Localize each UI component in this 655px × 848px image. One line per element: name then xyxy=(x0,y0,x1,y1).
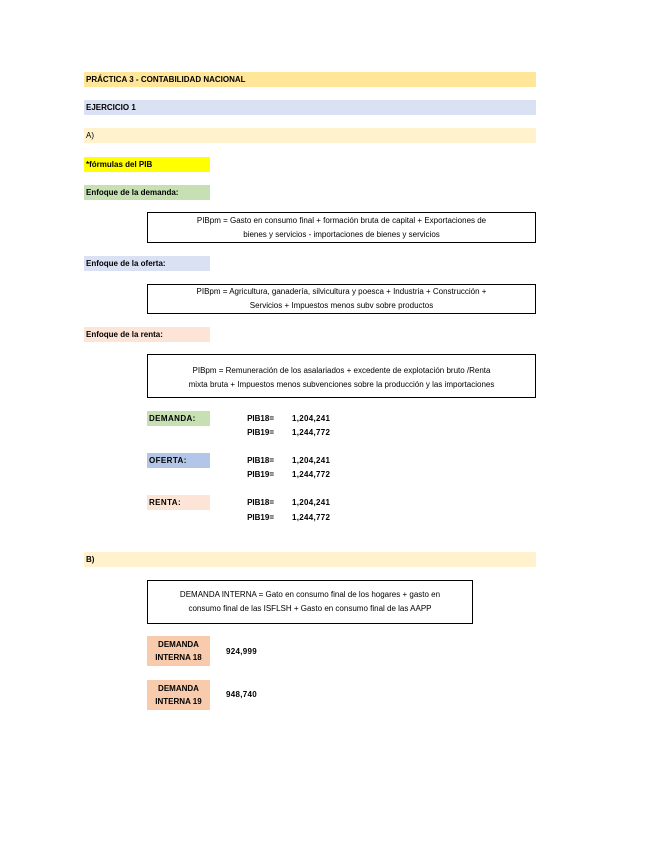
supply-formula-line2: Servicios + Impuestos menos subv sobre productos xyxy=(249,301,434,310)
demand-pib18-label: PIB18= xyxy=(247,414,274,423)
supply-heading xyxy=(84,256,210,271)
part-b-label: B) xyxy=(86,555,95,564)
income-result-tag-text: RENTA: xyxy=(149,498,182,507)
part-a-band xyxy=(84,128,536,143)
page-title: PRÁCTICA 3 - CONTABILIDAD NACIONAL xyxy=(86,75,246,84)
supply-result-tag-text: OFERTA: xyxy=(149,456,187,465)
demand-formula-line1: PIBpm = Gasto en consumo final + formación bruta de capital + Exportaciones de xyxy=(196,215,487,225)
income-formula-box xyxy=(147,354,536,398)
demand-result-tag-text: DEMANDA: xyxy=(149,414,196,423)
part-b-band xyxy=(84,552,536,567)
income-heading-text: Enfoque de la renta: xyxy=(86,330,163,339)
income-formula-line1: PIBpm = Remuneración de los asalariados + excedente de explotación bruto /Renta xyxy=(192,366,491,375)
supply-pib18-value: 1,204,241 xyxy=(292,456,331,465)
supply-pib19-label: PIB19= xyxy=(247,470,274,479)
supply-pib19-value: 1,244,772 xyxy=(292,470,331,479)
income-pib18-label: PIB18= xyxy=(247,498,274,507)
internal-demand-18-box xyxy=(147,636,210,666)
internal-demand-formula-line2: consumo final de las ISFLSH + Gasto en consumo final de las AAPP xyxy=(188,604,432,613)
demand-heading xyxy=(84,185,210,200)
internal-demand-formula-line1: DEMANDA INTERNA = Gato en consumo final de los hogares + gasto en xyxy=(179,590,441,599)
internal-demand-formula-box xyxy=(147,580,473,624)
demand-formula-line2: bienes y servicios - importaciones de bienes y servicios xyxy=(243,229,440,239)
supply-formula-box xyxy=(147,284,536,314)
supply-pib18-label: PIB18= xyxy=(247,456,274,465)
demand-formula-box xyxy=(147,212,536,243)
supply-heading-text: Enfoque de la oferta: xyxy=(86,259,166,268)
formulas-label xyxy=(84,157,210,172)
income-pib18-value: 1,204,241 xyxy=(292,498,331,507)
internal-demand-18-value: 924,999 xyxy=(226,647,258,656)
demand-heading-text: Enfoque de la demanda: xyxy=(86,188,179,197)
income-formula-line2: mixta bruta + Impuestos menos subvenciones sobre la producción y las importaciones xyxy=(188,380,495,389)
internal-demand-18-line2: INTERNA 18 xyxy=(155,653,202,662)
income-pib19-label: PIB19= xyxy=(247,513,274,522)
exercise-band xyxy=(84,100,536,115)
demand-pib19-value: 1,244,772 xyxy=(292,428,331,437)
demand-pib18-value: 1,204,241 xyxy=(292,414,331,423)
supply-result-tag xyxy=(147,453,210,468)
income-pib19-value: 1,244,772 xyxy=(292,513,331,522)
exercise-label: EJERCICIO 1 xyxy=(86,103,136,112)
income-result-tag xyxy=(147,495,210,510)
title-band xyxy=(84,72,536,87)
formulas-label-text: *fórmulas del PIB xyxy=(86,160,153,169)
internal-demand-19-line2: INTERNA 19 xyxy=(155,697,202,706)
supply-formula-line1: PIBpm = Agricultura, ganadería, silvicultura y poesca + Industria + Construcción + xyxy=(196,287,487,296)
demand-result-tag xyxy=(147,411,210,426)
part-a-label: A) xyxy=(86,131,94,140)
internal-demand-19-value: 948,740 xyxy=(226,690,258,699)
income-heading xyxy=(84,327,210,342)
demand-pib19-label: PIB19= xyxy=(247,428,274,437)
internal-demand-19-line1: DEMANDA xyxy=(158,684,199,693)
internal-demand-19-box xyxy=(147,680,210,710)
internal-demand-18-line1: DEMANDA xyxy=(158,640,199,649)
